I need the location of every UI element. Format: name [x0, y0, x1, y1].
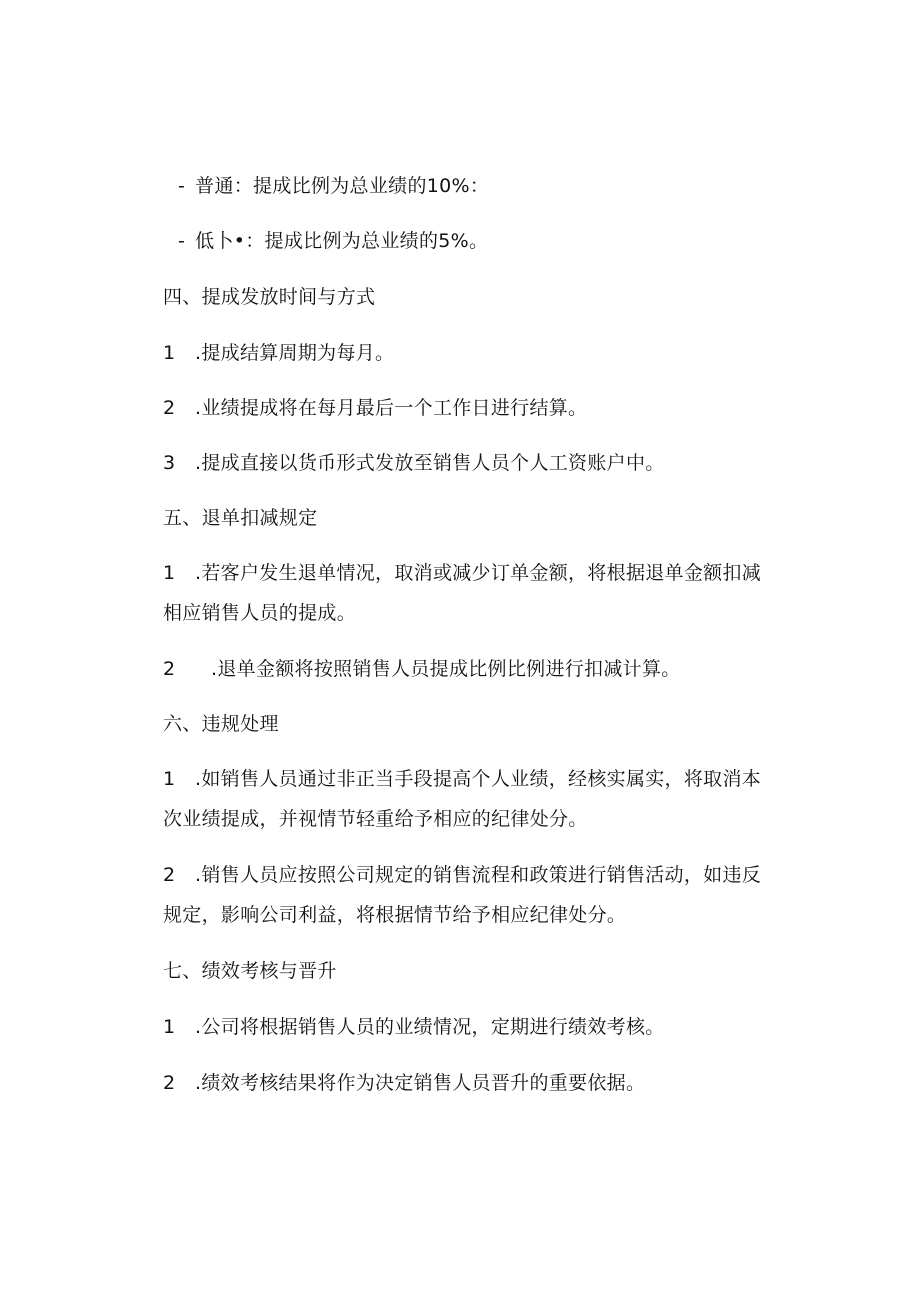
item-text: .销售人员应按照公司规定的销售流程和政策进行销售活动，如违反	[195, 864, 762, 886]
item-text: .业绩提成将在每月最后一个工作日进行结算。	[195, 397, 588, 419]
item-text: .绩效考核结果将作为决定销售人员晋升的重要依据。	[195, 1072, 646, 1094]
list-item	[163, 452, 665, 474]
bullet-text: 普通：提成比例为总业绩的10%：	[195, 175, 490, 197]
item-text: .提成直接以货币形式发放至销售人员个人工资账户中。	[195, 452, 665, 474]
item-continuation: 相应销售人员的提成。	[163, 602, 357, 624]
dash-mark: -	[178, 175, 186, 197]
list-item	[163, 342, 394, 364]
section-heading: 七、绩效考核与晋升	[163, 960, 337, 982]
item-text: .如销售人员通过非正当手段提高个人业绩，经核实属实，将取消本	[195, 768, 762, 790]
section-heading: 四、提成发放时间与方式	[163, 286, 376, 308]
item-number: 2	[163, 864, 176, 886]
item-number: 3	[163, 452, 176, 474]
item-number: 2	[163, 397, 176, 419]
section-heading: 五、退单扣减规定	[163, 507, 318, 529]
item-number: 1	[163, 1016, 176, 1038]
item-text: .公司将根据销售人员的业绩情况，定期进行绩效考核。	[195, 1016, 665, 1038]
list-item	[163, 562, 761, 584]
item-continuation: 次业绩提成，并视情节轻重给予相应的纪律处分。	[163, 808, 588, 830]
item-number: 2	[163, 1072, 176, 1094]
item-number: 1	[163, 768, 176, 790]
bullet-text: 低卜•：提成比例为总业绩的5%。	[195, 230, 489, 252]
item-number: 1	[163, 562, 176, 584]
list-item	[163, 864, 761, 886]
list-item	[163, 658, 681, 680]
item-text: .若客户发生退单情况，取消或减少订单金额，将根据退单金额扣减	[195, 562, 762, 584]
list-item	[163, 1072, 645, 1094]
item-text: .退单金额将按照销售人员提成比例比例进行扣减计算。	[211, 658, 681, 680]
item-number: 2	[163, 658, 176, 680]
item-continuation: 规定，影响公司利益，将根据情节给予相应纪律处分。	[163, 904, 627, 926]
item-number: 1	[163, 342, 176, 364]
list-item	[163, 768, 761, 790]
dash-mark: -	[178, 230, 186, 252]
list-item	[163, 397, 587, 419]
bullet-line	[178, 175, 489, 197]
bullet-line	[178, 230, 488, 252]
list-item	[163, 1016, 665, 1038]
item-text: .提成结算周期为每月。	[195, 342, 395, 364]
section-heading: 六、违规处理	[163, 713, 279, 735]
